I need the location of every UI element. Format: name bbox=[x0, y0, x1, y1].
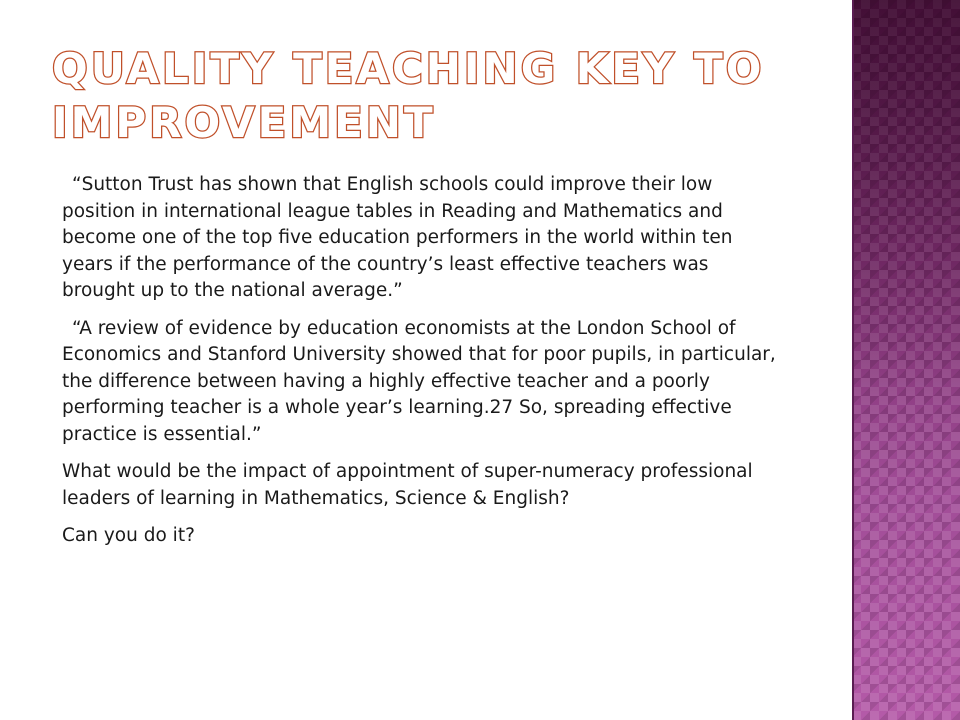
side-panel-edge bbox=[852, 0, 854, 720]
question-can-you: Can you do it? bbox=[62, 525, 195, 546]
question-impact: What would be the impact of appointment of super-numeracy professional leaders of learning in Mathematics, Science & English? bbox=[62, 461, 753, 509]
quote-lse-review: “A review of evidence by education economists at the London School of Economics and Stanford University showed that for poor pupils, in particular, the difference between having a highly effective teacher and a poorly performing teacher is a whole year’s learning.27 So, spreading effective practice is essential.” bbox=[62, 317, 776, 445]
quote-sutton-trust: “Sutton Trust has shown that English schools could improve their low position in international league tables in Reading and Mathematics and become one of the top five education performers in the world within ten years if the performance of the country’s least effective teachers was brought up to the national average.” bbox=[62, 174, 733, 301]
slide-title: QUALITY TEACHING KEY TO IMPROVEMENT bbox=[52, 44, 765, 147]
decorative-side-panel bbox=[852, 0, 960, 720]
slide-body bbox=[62, 172, 782, 561]
